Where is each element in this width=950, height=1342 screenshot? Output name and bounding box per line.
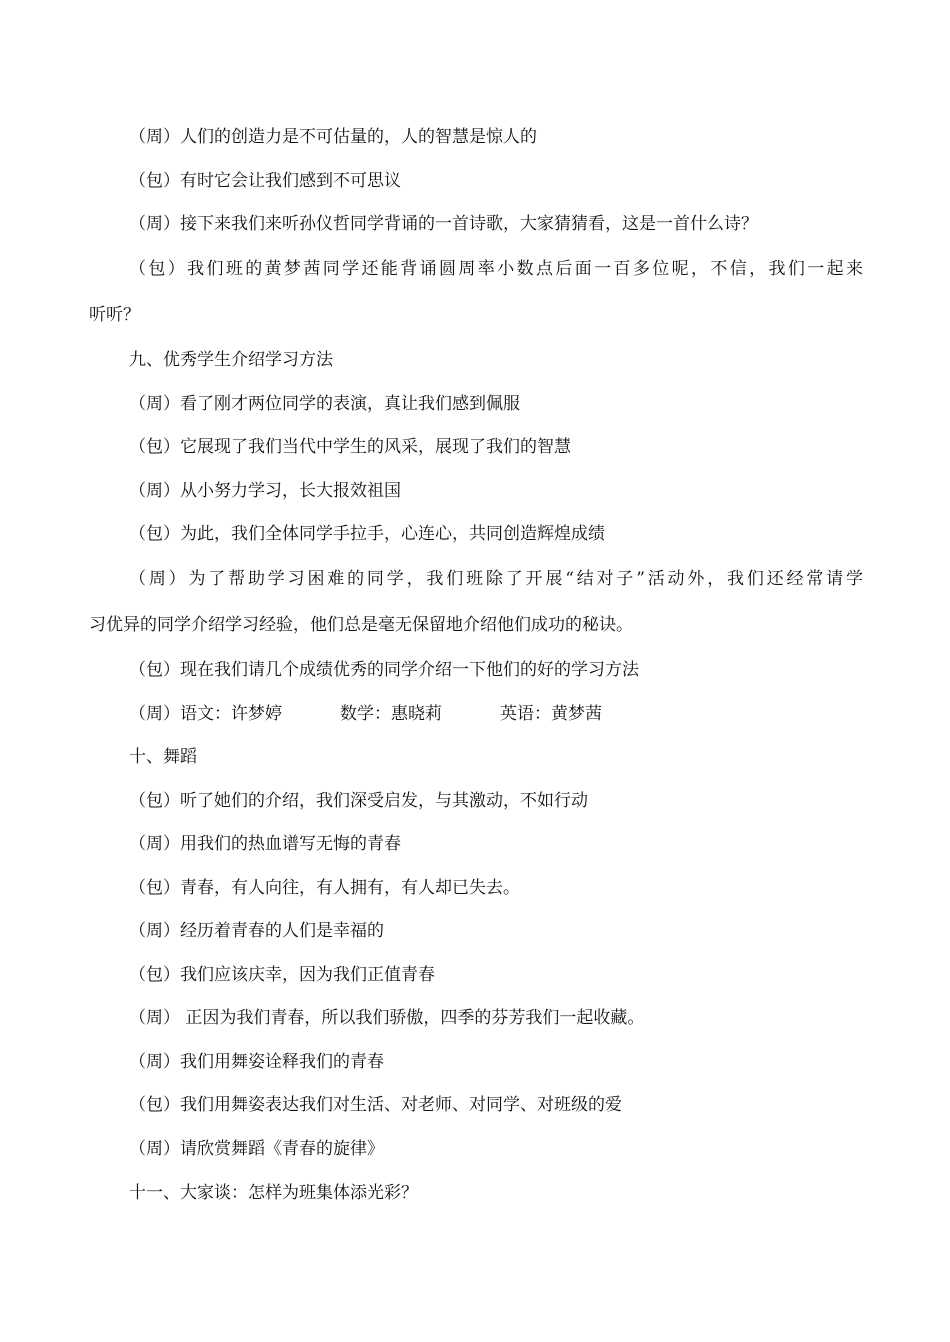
dialogue-line: （周）接下来我们来听孙仪哲同学背诵的一首诗歌，大家猜猜看，这是一首什么诗？ [129,214,758,234]
dialogue-line: （周）用我们的热血谱写无悔的青春 [129,834,401,854]
subjects-line [129,704,602,724]
dialogue-line: （周）经历着青春的人们是幸福的 [129,921,384,941]
dialogue-line-continuation: 习优异的同学介绍学习经验，他们总是毫无保留地介绍他们成功的秘诀。 [89,615,633,635]
dialogue-line: （包）它展现了我们当代中学生的风采，展现了我们的智慧 [129,437,571,457]
chinese-teacher: 语文：许梦婷 [180,704,282,724]
dialogue-line: （包）有时它会让我们感到不可思议 [129,171,401,191]
dialogue-line-continuation: 听听？ [89,305,140,325]
speaker-label: （周） [129,704,180,724]
english-teacher: 英语：黄梦茜 [500,704,602,724]
dialogue-line: （周）看了刚才两位同学的表演，真让我们感到佩服 [129,394,520,414]
dialogue-line: （包）我们班的黄梦茜同学还能背诵圆周率小数点后面一百多位呢，不信，我们一起来 [129,259,863,279]
dialogue-line: （周）从小努力学习，长大报效祖国 [129,481,401,501]
dialogue-line: （包）听了她们的介绍，我们深受启发，与其激动，不如行动 [129,791,588,811]
section-heading: 十一、大家谈：怎样为班集体添光彩？ [129,1183,418,1203]
section-heading: 九、优秀学生介绍学习方法 [129,350,333,370]
dialogue-line: （周） 正因为我们青春，所以我们骄傲，四季的芬芳我们一起收藏。 [129,1008,645,1028]
dialogue-line: （包）我们用舞姿表达我们对生活、对老师、对同学、对班级的爱 [129,1095,622,1115]
math-teacher: 数学：惠晓莉 [340,704,442,724]
dialogue-line: （周）人们的创造力是不可估量的，人的智慧是惊人的 [129,127,537,147]
dialogue-line: （包）为此，我们全体同学手拉手，心连心，共同创造辉煌成绩 [129,524,605,544]
dialogue-line: （包）我们应该庆幸，因为我们正值青春 [129,965,435,985]
dialogue-line: （周）我们用舞姿诠释我们的青春 [129,1052,384,1072]
dialogue-line: （周）为了帮助学习困难的同学，我们班除了开展“结对子”活动外，我们还经常请学 [129,569,863,589]
dialogue-line: （周）请欣赏舞蹈《青春的旋律》 [129,1139,384,1159]
section-heading: 十、舞蹈 [129,747,197,767]
dialogue-line: （包）现在我们请几个成绩优秀的同学介绍一下他们的好的学习方法 [129,660,639,680]
dialogue-line: （包）青春，有人向往，有人拥有，有人却已失去。 [129,878,520,898]
